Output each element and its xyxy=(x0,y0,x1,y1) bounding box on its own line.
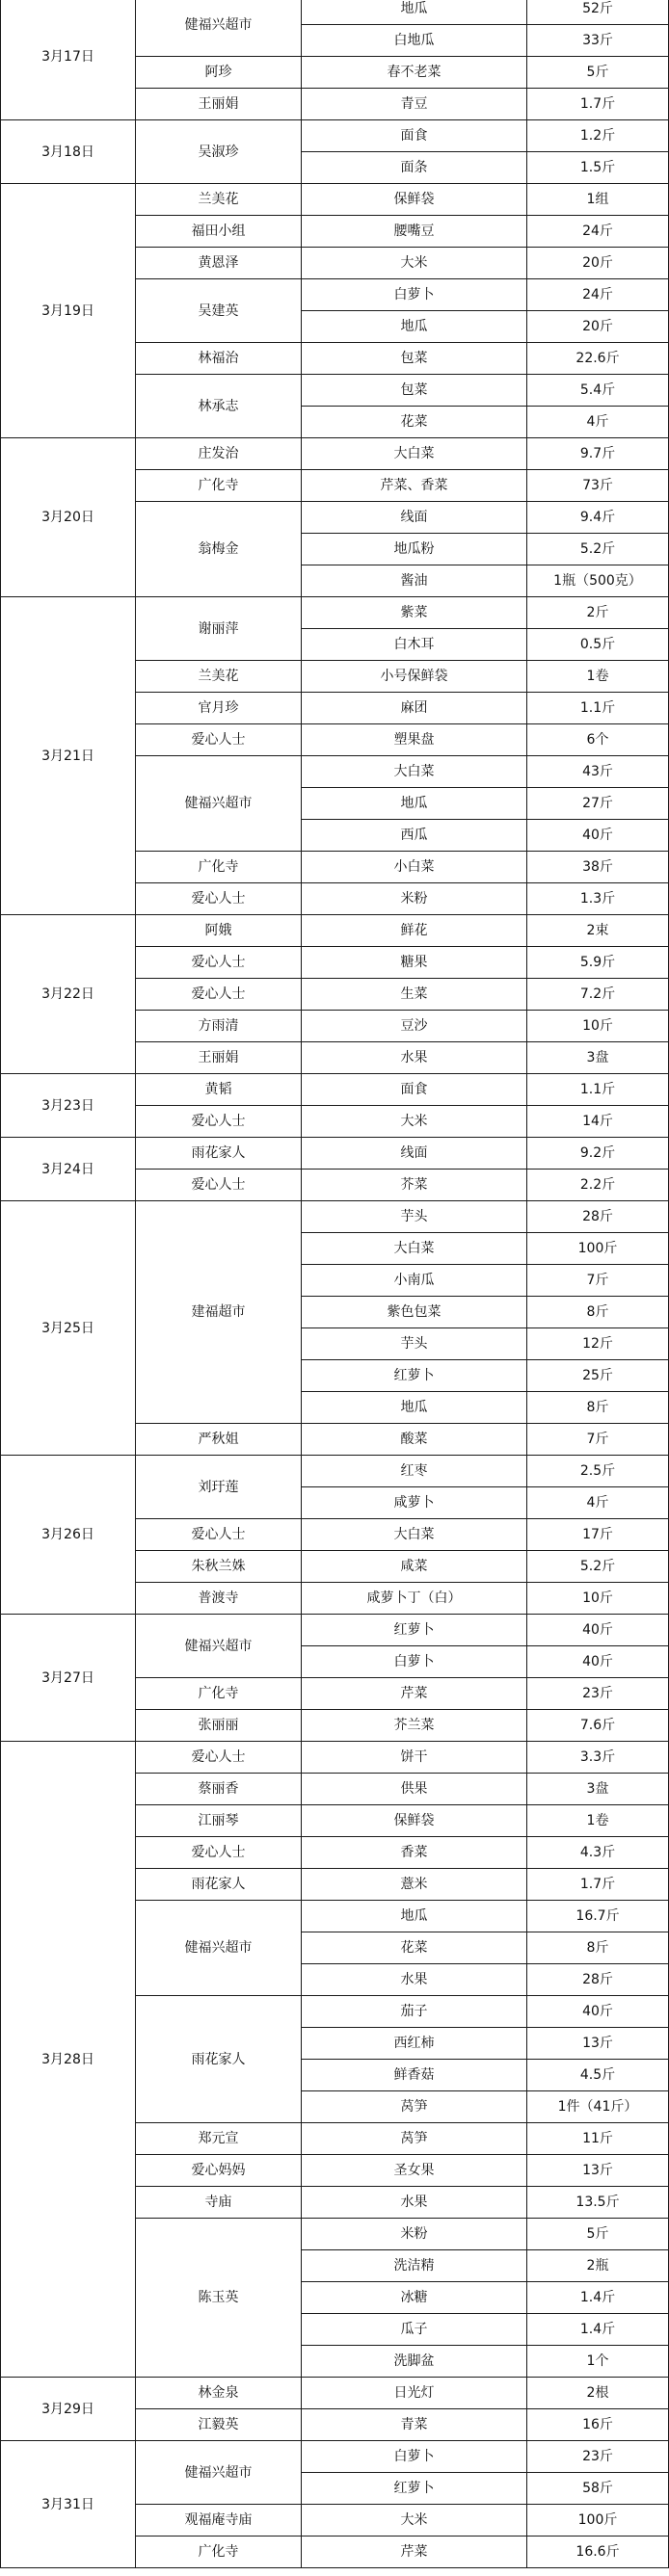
item-cell: 莴笋 xyxy=(302,2123,527,2155)
date-cell: 3月25日 xyxy=(1,1201,136,1456)
quantity-cell: 14斤 xyxy=(527,1106,669,1138)
table-row xyxy=(1,438,669,470)
table-row xyxy=(1,120,669,152)
donor-cell: 爱心人士 xyxy=(136,1170,302,1201)
donor-cell: 雨花家人 xyxy=(136,1869,302,1901)
donor-cell: 爱心人士 xyxy=(136,1837,302,1869)
quantity-cell: 13斤 xyxy=(527,2155,669,2187)
donor-cell: 林承志 xyxy=(136,375,302,438)
item-cell: 饼干 xyxy=(302,1742,527,1774)
item-cell: 地瓜粉 xyxy=(302,534,527,565)
donation-table-body xyxy=(1,0,669,2568)
item-cell: 日光灯 xyxy=(302,2378,527,2409)
donor-cell: 寺庙 xyxy=(136,2187,302,2219)
donor-cell: 雨花家人 xyxy=(136,1138,302,1170)
quantity-cell: 1卷 xyxy=(527,661,669,693)
quantity-cell: 9.4斤 xyxy=(527,502,669,534)
quantity-cell: 7.2斤 xyxy=(527,979,669,1011)
date-cell: 3月26日 xyxy=(1,1456,136,1615)
date-cell: 3月21日 xyxy=(1,597,136,915)
quantity-cell: 12斤 xyxy=(527,1328,669,1360)
donor-cell: 爱心人士 xyxy=(136,1742,302,1774)
item-cell: 茄子 xyxy=(302,1996,527,2028)
item-cell: 地瓜 xyxy=(302,311,527,343)
quantity-cell: 8斤 xyxy=(527,1297,669,1328)
item-cell: 红萝卜 xyxy=(302,2473,527,2505)
donor-cell: 兰美花 xyxy=(136,184,302,216)
quantity-cell: 5斤 xyxy=(527,57,669,89)
donor-cell: 广化寺 xyxy=(136,1678,302,1710)
quantity-cell: 0.5斤 xyxy=(527,629,669,661)
quantity-cell: 52斤 xyxy=(527,0,669,25)
quantity-cell: 23斤 xyxy=(527,1678,669,1710)
item-cell: 面食 xyxy=(302,120,527,152)
quantity-cell: 5.9斤 xyxy=(527,947,669,979)
quantity-cell: 7斤 xyxy=(527,1424,669,1456)
quantity-cell: 40斤 xyxy=(527,820,669,852)
item-cell: 酱油 xyxy=(302,565,527,597)
donor-cell: 广化寺 xyxy=(136,470,302,502)
quantity-cell: 100斤 xyxy=(527,2505,669,2537)
item-cell: 线面 xyxy=(302,502,527,534)
quantity-cell: 5.4斤 xyxy=(527,375,669,407)
donor-cell: 官月珍 xyxy=(136,693,302,724)
item-cell: 水果 xyxy=(302,2187,527,2219)
item-cell: 大白菜 xyxy=(302,756,527,788)
donor-cell: 黄恩泽 xyxy=(136,248,302,279)
donor-cell: 翁梅金 xyxy=(136,502,302,597)
item-cell: 芥菜 xyxy=(302,1170,527,1201)
quantity-cell: 20斤 xyxy=(527,248,669,279)
quantity-cell: 3盘 xyxy=(527,1774,669,1805)
item-cell: 洗洁精 xyxy=(302,2250,527,2282)
donor-cell: 王丽娟 xyxy=(136,89,302,120)
item-cell: 水果 xyxy=(302,1964,527,1996)
table-row xyxy=(1,915,669,947)
donor-cell: 方雨清 xyxy=(136,1011,302,1042)
quantity-cell: 73斤 xyxy=(527,470,669,502)
quantity-cell: 1个 xyxy=(527,2346,669,2378)
donor-cell: 广化寺 xyxy=(136,852,302,883)
item-cell: 面条 xyxy=(302,152,527,184)
table-row xyxy=(1,597,669,629)
item-cell: 塑果盘 xyxy=(302,724,527,756)
quantity-cell: 1.7斤 xyxy=(527,1869,669,1901)
quantity-cell: 17斤 xyxy=(527,1519,669,1551)
item-cell: 大米 xyxy=(302,2505,527,2537)
quantity-cell: 10斤 xyxy=(527,1583,669,1615)
donor-cell: 健福兴超市 xyxy=(136,2441,302,2505)
donor-cell: 吴淑珍 xyxy=(136,120,302,184)
quantity-cell: 22.6斤 xyxy=(527,343,669,375)
donor-cell: 健福兴超市 xyxy=(136,756,302,852)
donor-cell: 建福超市 xyxy=(136,1201,302,1424)
quantity-cell: 4斤 xyxy=(527,407,669,438)
donor-cell: 江丽琴 xyxy=(136,1805,302,1837)
quantity-cell: 1.4斤 xyxy=(527,2314,669,2346)
donor-cell: 爱心人士 xyxy=(136,1106,302,1138)
quantity-cell: 4.5斤 xyxy=(527,2060,669,2091)
date-cell: 3月27日 xyxy=(1,1615,136,1742)
donor-cell: 林金泉 xyxy=(136,2378,302,2409)
donor-cell: 郑元宣 xyxy=(136,2123,302,2155)
quantity-cell: 16斤 xyxy=(527,2409,669,2441)
quantity-cell: 2根 xyxy=(527,2378,669,2409)
date-cell: 3月31日 xyxy=(1,2441,136,2568)
quantity-cell: 40斤 xyxy=(527,1646,669,1678)
quantity-cell: 1.2斤 xyxy=(527,120,669,152)
item-cell: 大白菜 xyxy=(302,1519,527,1551)
quantity-cell: 4斤 xyxy=(527,1487,669,1519)
quantity-cell: 11斤 xyxy=(527,2123,669,2155)
quantity-cell: 58斤 xyxy=(527,2473,669,2505)
item-cell: 米粉 xyxy=(302,883,527,915)
item-cell: 芋头 xyxy=(302,1201,527,1233)
item-cell: 麻团 xyxy=(302,693,527,724)
quantity-cell: 6个 xyxy=(527,724,669,756)
quantity-cell: 38斤 xyxy=(527,852,669,883)
donor-cell: 爱心人士 xyxy=(136,979,302,1011)
item-cell: 鲜花 xyxy=(302,915,527,947)
item-cell: 保鲜袋 xyxy=(302,184,527,216)
donor-cell: 严秋姐 xyxy=(136,1424,302,1456)
quantity-cell: 1.1斤 xyxy=(527,1074,669,1106)
quantity-cell: 24斤 xyxy=(527,279,669,311)
date-cell: 3月20日 xyxy=(1,438,136,597)
donor-cell: 蔡丽香 xyxy=(136,1774,302,1805)
item-cell: 花菜 xyxy=(302,407,527,438)
table-row xyxy=(1,1138,669,1170)
item-cell: 芥兰菜 xyxy=(302,1710,527,1742)
table-row xyxy=(1,1456,669,1487)
quantity-cell: 1组 xyxy=(527,184,669,216)
date-cell: 3月29日 xyxy=(1,2378,136,2441)
donor-cell: 吴建英 xyxy=(136,279,302,343)
item-cell: 保鲜袋 xyxy=(302,1805,527,1837)
item-cell: 红萝卜 xyxy=(302,1615,527,1646)
item-cell: 红枣 xyxy=(302,1456,527,1487)
quantity-cell: 3盘 xyxy=(527,1042,669,1074)
quantity-cell: 1.7斤 xyxy=(527,89,669,120)
item-cell: 芹菜 xyxy=(302,1678,527,1710)
item-cell: 花菜 xyxy=(302,1932,527,1964)
item-cell: 西红柿 xyxy=(302,2028,527,2060)
quantity-cell: 1件（41斤） xyxy=(527,2091,669,2123)
item-cell: 地瓜 xyxy=(302,788,527,820)
item-cell: 酸菜 xyxy=(302,1424,527,1456)
item-cell: 青豆 xyxy=(302,89,527,120)
quantity-cell: 1.5斤 xyxy=(527,152,669,184)
donor-cell: 爱心人士 xyxy=(136,947,302,979)
quantity-cell: 8斤 xyxy=(527,1932,669,1964)
item-cell: 腰嘴豆 xyxy=(302,216,527,248)
item-cell: 白萝卜 xyxy=(302,1646,527,1678)
quantity-cell: 24斤 xyxy=(527,216,669,248)
item-cell: 大白菜 xyxy=(302,438,527,470)
quantity-cell: 2斤 xyxy=(527,597,669,629)
table-row xyxy=(1,1074,669,1106)
quantity-cell: 9.2斤 xyxy=(527,1138,669,1170)
donor-cell: 福田小组 xyxy=(136,216,302,248)
donor-cell: 朱秋兰姝 xyxy=(136,1551,302,1583)
item-cell: 白地瓜 xyxy=(302,25,527,57)
donor-cell: 阿珍 xyxy=(136,57,302,89)
item-cell: 糖果 xyxy=(302,947,527,979)
donor-cell: 刘玗莲 xyxy=(136,1456,302,1519)
donor-cell: 陈玉英 xyxy=(136,2219,302,2378)
item-cell: 咸菜 xyxy=(302,1551,527,1583)
item-cell: 薏米 xyxy=(302,1869,527,1901)
quantity-cell: 27斤 xyxy=(527,788,669,820)
donor-cell: 王丽娟 xyxy=(136,1042,302,1074)
table-row xyxy=(1,184,669,216)
item-cell: 大米 xyxy=(302,1106,527,1138)
quantity-cell: 8斤 xyxy=(527,1392,669,1424)
quantity-cell: 13.5斤 xyxy=(527,2187,669,2219)
item-cell: 白萝卜 xyxy=(302,279,527,311)
donor-cell: 林福治 xyxy=(136,343,302,375)
quantity-cell: 43斤 xyxy=(527,756,669,788)
quantity-cell: 2瓶 xyxy=(527,2250,669,2282)
item-cell: 豆沙 xyxy=(302,1011,527,1042)
item-cell: 鲜香菇 xyxy=(302,2060,527,2091)
item-cell: 芹菜 xyxy=(302,2537,527,2568)
donor-cell: 普渡寺 xyxy=(136,1583,302,1615)
quantity-cell: 7斤 xyxy=(527,1265,669,1297)
donor-cell: 庄发治 xyxy=(136,438,302,470)
item-cell: 洗脚盆 xyxy=(302,2346,527,2378)
quantity-cell: 1.3斤 xyxy=(527,883,669,915)
donor-cell: 张丽丽 xyxy=(136,1710,302,1742)
quantity-cell: 5.2斤 xyxy=(527,1551,669,1583)
item-cell: 冰糖 xyxy=(302,2282,527,2314)
item-cell: 咸萝卜丁（白） xyxy=(302,1583,527,1615)
item-cell: 青菜 xyxy=(302,2409,527,2441)
quantity-cell: 2.2斤 xyxy=(527,1170,669,1201)
item-cell: 圣女果 xyxy=(302,2155,527,2187)
donor-cell: 广化寺 xyxy=(136,2537,302,2568)
item-cell: 小白菜 xyxy=(302,852,527,883)
quantity-cell: 7.6斤 xyxy=(527,1710,669,1742)
donor-cell: 爱心人士 xyxy=(136,883,302,915)
quantity-cell: 16.7斤 xyxy=(527,1901,669,1932)
item-cell: 水果 xyxy=(302,1042,527,1074)
item-cell: 咸萝卜 xyxy=(302,1487,527,1519)
quantity-cell: 5.2斤 xyxy=(527,534,669,565)
item-cell: 白木耳 xyxy=(302,629,527,661)
item-cell: 莴笋 xyxy=(302,2091,527,2123)
quantity-cell: 23斤 xyxy=(527,2441,669,2473)
donor-cell: 健福兴超市 xyxy=(136,1901,302,1996)
table-row xyxy=(1,1615,669,1646)
quantity-cell: 28斤 xyxy=(527,1201,669,1233)
item-cell: 生菜 xyxy=(302,979,527,1011)
item-cell: 紫色包菜 xyxy=(302,1297,527,1328)
donor-cell: 黄韬 xyxy=(136,1074,302,1106)
item-cell: 地瓜 xyxy=(302,0,527,25)
item-cell: 包菜 xyxy=(302,343,527,375)
quantity-cell: 16.6斤 xyxy=(527,2537,669,2568)
quantity-cell: 5斤 xyxy=(527,2219,669,2250)
quantity-cell: 3.3斤 xyxy=(527,1742,669,1774)
quantity-cell: 28斤 xyxy=(527,1964,669,1996)
quantity-cell: 1.1斤 xyxy=(527,693,669,724)
item-cell: 供果 xyxy=(302,1774,527,1805)
date-cell: 3月23日 xyxy=(1,1074,136,1138)
donor-cell: 爱心妈妈 xyxy=(136,2155,302,2187)
item-cell: 小号保鲜袋 xyxy=(302,661,527,693)
table-row xyxy=(1,0,669,25)
donor-cell: 兰美花 xyxy=(136,661,302,693)
item-cell: 香菜 xyxy=(302,1837,527,1869)
quantity-cell: 1瓶（500克） xyxy=(527,565,669,597)
quantity-cell: 4.3斤 xyxy=(527,1837,669,1869)
item-cell: 大米 xyxy=(302,248,527,279)
quantity-cell: 2.5斤 xyxy=(527,1456,669,1487)
item-cell: 地瓜 xyxy=(302,1392,527,1424)
donor-cell: 健福兴超市 xyxy=(136,0,302,57)
quantity-cell: 100斤 xyxy=(527,1233,669,1265)
item-cell: 线面 xyxy=(302,1138,527,1170)
date-cell: 3月18日 xyxy=(1,120,136,184)
date-cell: 3月22日 xyxy=(1,915,136,1074)
donor-cell: 阿娥 xyxy=(136,915,302,947)
item-cell: 西瓜 xyxy=(302,820,527,852)
quantity-cell: 2束 xyxy=(527,915,669,947)
item-cell: 紫菜 xyxy=(302,597,527,629)
table-row xyxy=(1,2378,669,2409)
table-row xyxy=(1,1201,669,1233)
item-cell: 地瓜 xyxy=(302,1901,527,1932)
date-cell: 3月17日 xyxy=(1,0,136,120)
quantity-cell: 20斤 xyxy=(527,311,669,343)
quantity-cell: 13斤 xyxy=(527,2028,669,2060)
item-cell: 白萝卜 xyxy=(302,2441,527,2473)
item-cell: 春不老菜 xyxy=(302,57,527,89)
donor-cell: 爱心人士 xyxy=(136,1519,302,1551)
quantity-cell: 40斤 xyxy=(527,1615,669,1646)
donor-cell: 爱心人士 xyxy=(136,724,302,756)
table-row xyxy=(1,1742,669,1774)
item-cell: 包菜 xyxy=(302,375,527,407)
donor-cell: 健福兴超市 xyxy=(136,1615,302,1678)
quantity-cell: 9.7斤 xyxy=(527,438,669,470)
donor-cell: 观福庵寺庙 xyxy=(136,2505,302,2537)
quantity-cell: 10斤 xyxy=(527,1011,669,1042)
date-cell: 3月19日 xyxy=(1,184,136,438)
item-cell: 面食 xyxy=(302,1074,527,1106)
quantity-cell: 1卷 xyxy=(527,1805,669,1837)
item-cell: 芹菜、香菜 xyxy=(302,470,527,502)
quantity-cell: 1.4斤 xyxy=(527,2282,669,2314)
item-cell: 米粉 xyxy=(302,2219,527,2250)
item-cell: 红萝卜 xyxy=(302,1360,527,1392)
quantity-cell: 40斤 xyxy=(527,1996,669,2028)
item-cell: 大白菜 xyxy=(302,1233,527,1265)
quantity-cell: 33斤 xyxy=(527,25,669,57)
item-cell: 瓜子 xyxy=(302,2314,527,2346)
item-cell: 小南瓜 xyxy=(302,1265,527,1297)
donor-cell: 江毅英 xyxy=(136,2409,302,2441)
date-cell: 3月28日 xyxy=(1,1742,136,2378)
donor-cell: 谢丽萍 xyxy=(136,597,302,661)
quantity-cell: 25斤 xyxy=(527,1360,669,1392)
item-cell: 芋头 xyxy=(302,1328,527,1360)
donor-cell: 雨花家人 xyxy=(136,1996,302,2123)
table-row xyxy=(1,2441,669,2473)
date-cell: 3月24日 xyxy=(1,1138,136,1201)
